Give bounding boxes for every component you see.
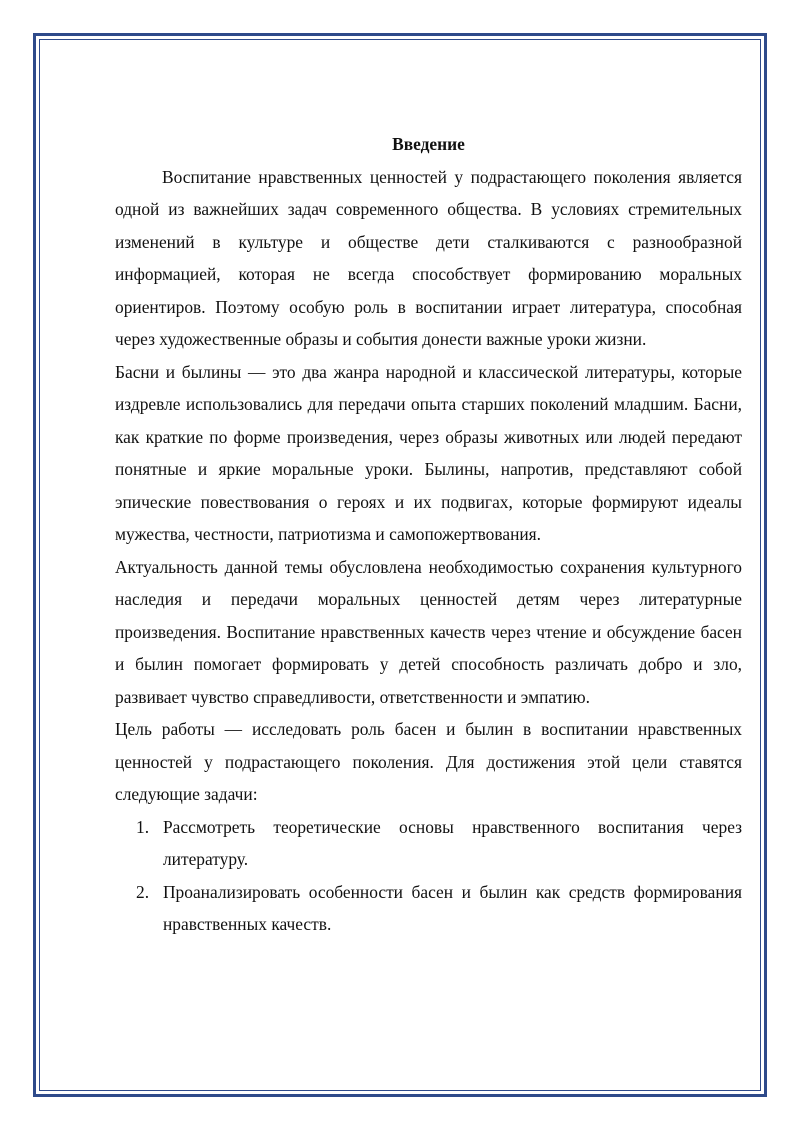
task-number: 2. [136, 881, 150, 902]
paragraph-goal: Цель работы — исследовать роль басен и былин в воспитании нравственных ценностей у подрастающего поколения. Для достижения этой цели ставятся следующие задачи: [115, 719, 742, 804]
section-title: Введение [392, 134, 465, 154]
task-number: 1. [136, 816, 150, 837]
paragraph-genres: Басни и былины — это два жанра народной и классической литературы, которые издревле использовались для передачи опыта старших поколений младшим. Басни, как краткие по форме произведения, через образы животных или людей передают понятные и яркие моральные уроки. Былины, напротив, представляют собой эпические повествования о героях и их подвигах, которые формируют идеалы мужества, честности, патриотизма и самопожертвования. [115, 361, 742, 544]
task-item [115, 811, 742, 876]
paragraph-relevance: Актуальность данной темы обусловлена необходимостью сохранения культурного наследия и передачи моральных ценностей детям через литературные произведения. Воспитание нравственных качеств через чтение и обсуждение басен и былин помогает формировать у детей способность различать добро и зло, развивает чувство справедливости, ответственности и эмпатию. [115, 556, 742, 707]
paragraph-intro: Воспитание нравственных ценностей у подрастающего поколения является одной из важнейших задач современного общества. В условиях стремительных изменений в культуре и обществе дети сталкиваются с разнообразной информацией, которая не всегда способствует формированию моральных ориентиров. Поэтому особую роль в воспитании играет литература, способная через художественные образы и события донести важные уроки жизни. [115, 166, 742, 349]
task-text: Рассмотреть теоретические основы нравственного воспитания через литературу. [163, 816, 742, 869]
task-item [115, 876, 742, 941]
task-list [115, 811, 742, 941]
document-body [115, 128, 742, 941]
task-text: Проанализировать особенности басен и былин как средств формирования нравственных качеств. [163, 881, 742, 934]
